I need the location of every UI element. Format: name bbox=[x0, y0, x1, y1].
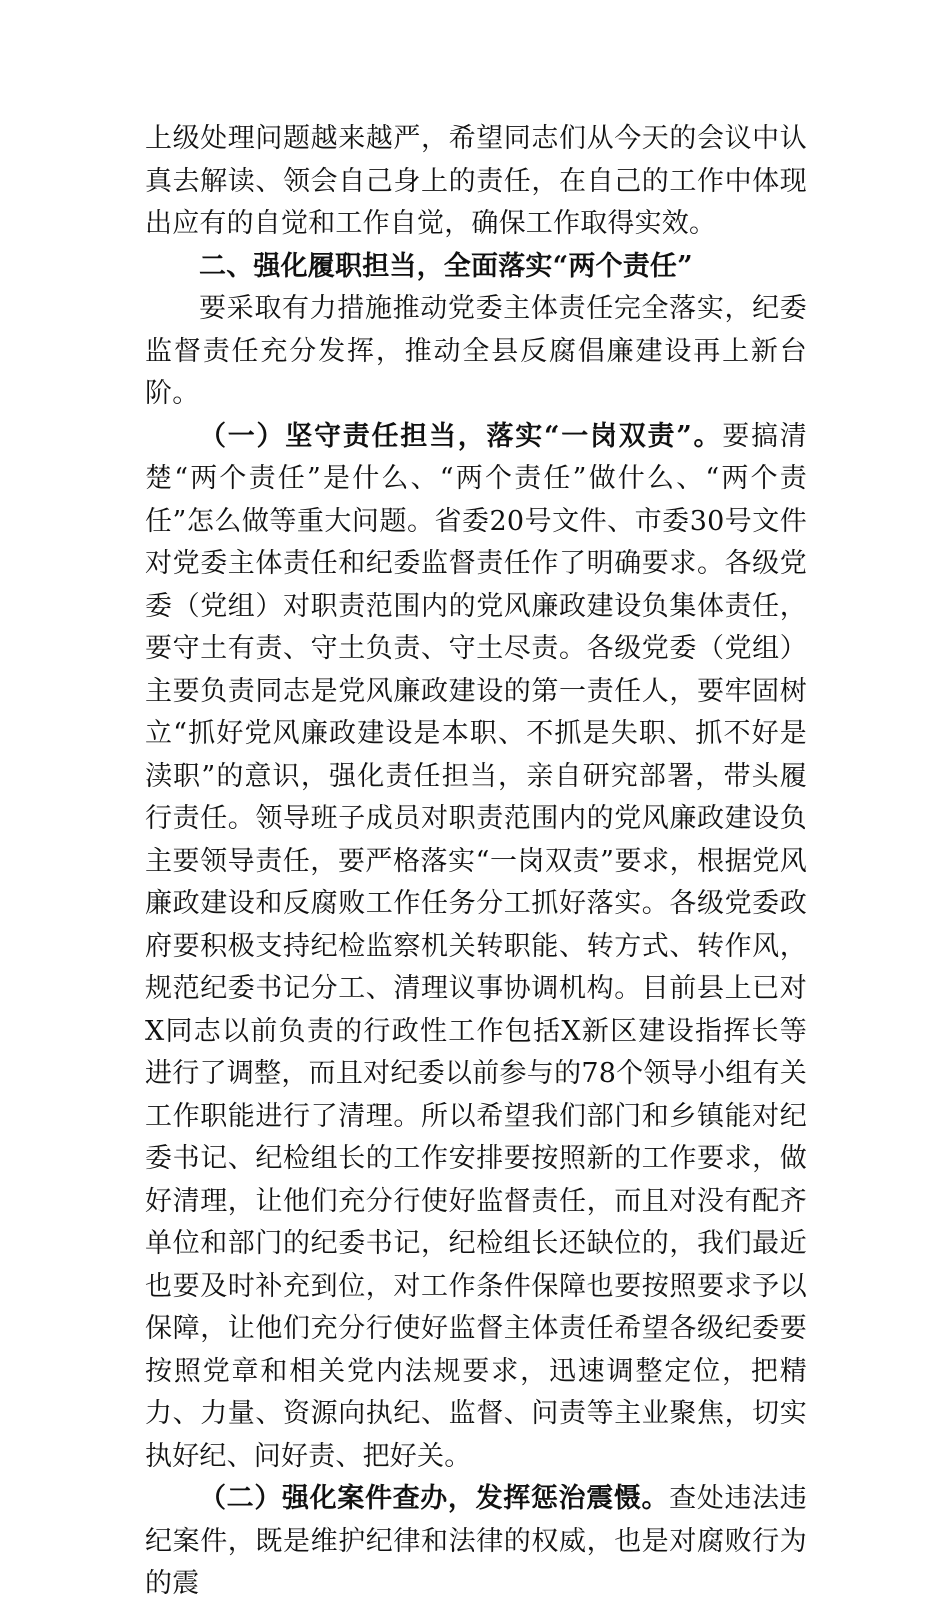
paragraph-continued bbox=[145, 118, 807, 246]
paragraph-subsection-one bbox=[145, 416, 807, 1479]
paragraph-text: 查处违法违纪案件，既是维护纪律和法律的权威，也是对腐败行为的震 bbox=[145, 1483, 807, 1599]
paragraph-text: 上级处理问题越来越严，希望同志们从今天的会议中认真去解读、领会自己身上的责任，在自己的工作中体现出应有的自觉和工作自觉，确保工作取得实效。 bbox=[145, 123, 807, 239]
document-body bbox=[145, 118, 807, 1606]
section-heading-text: 二、强化履职担当，全面落实“两个责任” bbox=[199, 250, 693, 282]
subsection-lead: （一）坚守责任担当，落实“一岗双责”。 bbox=[199, 420, 723, 452]
paragraph-text: 要采取有力措施推动党委主体责任完全落实，纪委监督责任充分发挥，推动全县反腐倡廉建设再上新台阶。 bbox=[145, 293, 807, 409]
paragraph-subsection-two bbox=[145, 1478, 807, 1606]
paragraph-intro bbox=[145, 288, 807, 416]
subsection-lead: （二）强化案件查办，发挥惩治震慑。 bbox=[199, 1483, 670, 1514]
paragraph-text: 要搞清楚“两个责任”是什么、“两个责任”做什么、“两个责任”怎么做等重大问题。省委20号文件、市委30号文件对党委主体责任和纪委监督责任作了明确要求。各级党委（党组）对职责范围内的党风廉政建设负集体责任，要守土有责、守土负责、守土尽责。各级党委（党组）主要负责同志是党风廉政建设的第一责任人，要牢固树立“抓好党风廉政建设是本职、不抓是失职、抓不好是渎职”的意识，强化责任担当，亲自研究部署，带头履行责任。领导班子成员对职责范围内的党风廉政建设负主要领导责任，要严格落实“一岗双责”要求，根据党风廉政建设和反腐败工作任务分工抓好落实。各级党委政府要积极支持纪检监察机关转职能、转方式、转作风，规范纪委书记分工、清理议事协调机构。目前县上已对X同志以前负责的行政性工作包括X新区建设指挥长等进行了调整，而且对纪委以前参与的78个领导小组有关工作职能进行了清理。所以希望我们部门和乡镇能对纪委书记、纪检组长的工作安排要按照新的工作要求，做好清理，让他们充分行使好监督责任，而且对没有配齐单位和部门的纪委书记，纪检组长还缺位的，我们最近也要及时补充到位，对工作条件保障也要按照要求予以保障，让他们充分行使好监督主体责任希望各级纪委要按照党章和相关党内法规要求，迅速调整定位，把精力、力量、资源向执纪、监督、问责等主业聚焦，切实执好纪、问好责、把好关。 bbox=[145, 420, 807, 1472]
section-heading bbox=[145, 246, 807, 289]
